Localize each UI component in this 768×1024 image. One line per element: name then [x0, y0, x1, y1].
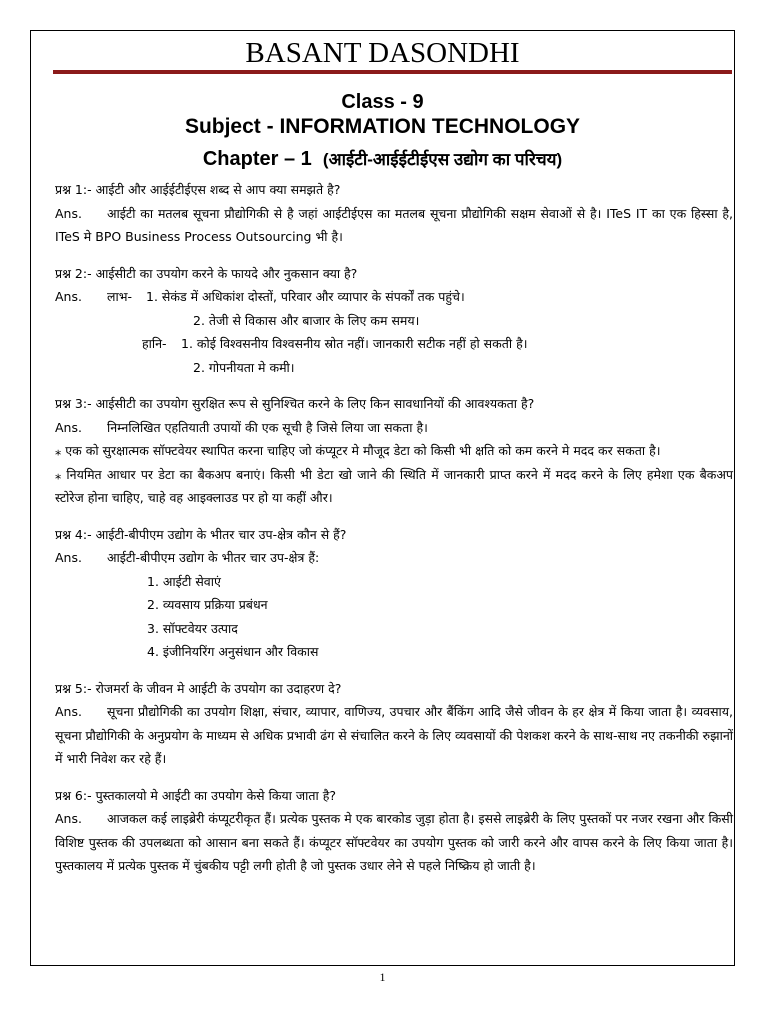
question-4: प्रश्न 4:- आईटी-बीपीएम उद्योग के भीतर चार उप-क्षेत्र कौन से हैं? [55, 526, 347, 542]
answer-6-text: आजकल कई लाइब्रेरी कंप्यूटरीकृत हैं। प्रत्येक पुस्तक मे एक बारकोड जुड़ा होता है। इससे लाइब्रेरी के लिए पुस्तकों पर नजर रखना और किसी विशिष्ट पुस्तक की उपलब्धता को आसान बना सकते हैं। कंप्यूटर सॉफ्टवेयर का उपयोग पुस्तक को जारी करने और वापस करने के लिए किया जाता है। पुस्तकालय में प्रत्येक पुस्तक में चुंबकीय पट्टी लगी होती है जो पुस्तक उधार लेने से पहले निष्क्रिय हो जाती है। [55, 811, 733, 873]
chapter-title [30, 146, 735, 173]
answer-3 [55, 416, 733, 440]
answer-label: Ans. [55, 205, 82, 221]
labh-item: 1. सेकंड में अधिकांश दोस्तों, परिवार और व्यापार के संपर्कों तक पहुंचे। [146, 289, 465, 304]
bullet-item: ⁎ नियमित आधार पर डेटा का बैकअप बनाएं। किसी भी डेटा खो जाने की स्थिति में जानकारी प्राप्त करने में मदद करने के लिए हमेशा एक बैकअप स्टोरेज होना चाहिए, चाहे वह आइक्लाउड पर हो या कहीं और। [55, 466, 733, 505]
bullet-icon: ⁎ [55, 466, 67, 482]
list-item: 2. व्यवसाय प्रक्रिया प्रबंधन [147, 597, 268, 612]
answer-label: Ans. [55, 550, 82, 565]
answer-6 [55, 807, 733, 878]
answer-label: Ans. [55, 811, 82, 826]
header-rule [53, 70, 732, 74]
list-item: 1. आईटी सेवाएं [147, 573, 221, 589]
answer-4-text: आईटी-बीपीएम उद्योग के भीतर चार उप-क्षेत्र हैं: [107, 550, 320, 565]
labh-item: 2. तेजी से विकास और बाजार के लिए कम समय। [193, 312, 420, 328]
qa-content [55, 178, 733, 878]
subject-title: Subject - INFORMATION TECHNOLOGY [184, 115, 581, 138]
author-name: BASANT DASONDHI [245, 37, 520, 69]
hani-item: 2. गोपनीयता मे कमी। [193, 359, 295, 375]
answer-1 [55, 202, 733, 249]
hani-item: 1. कोई विश्वसनीय विश्वसनीय स्रोत नहीं। जानकारी सटीक नहीं हो सकती है। [181, 336, 528, 351]
answer-4 [55, 546, 733, 570]
answer-5-text: सूचना प्रौद्योगिकी का उपयोग शिक्षा, संचार, व्यापार, वाणिज्य, उपचार और बैंकिंग आदि जैसे जीवन के हर क्षेत्र में किया जाता है। व्यवसाय, सूचना प्रौद्योगिकी के अनुप्रयोग के माध्यम से अधिक प्रभावी ढंग से संचालित करने के लिए व्यवसायों की पेशकश करने के साथ-साथ नए तकनीकी रुझानों में भारी निवेश कर रहे हैं। [55, 704, 733, 766]
answer-1-text: आईटी का मतलब सूचना प्रौद्योगिकी से है जहां आईटीईएस का मतलब सूचना प्रौद्योगिकी सक्षम सेवाओं से है। ITeS IT का एक हिस्सा है, ITeS मे BPO Business Process Outsourcing भी है। [55, 205, 733, 244]
answer-2-labh-2 [55, 309, 733, 333]
question-6: प्रश्न 6:- पुस्तकालयो मे आईटी का उपयोग केसे किया जाता है? [55, 787, 337, 803]
page-number: 1 [379, 970, 386, 984]
answer-2-hani-2 [55, 356, 733, 380]
class-title: Class - 9 [341, 91, 424, 113]
question-1: प्रश्न 1:- आईटी और आईईटीईएस शब्द से आप क्या समझते है? [55, 182, 341, 197]
answer-5 [55, 700, 733, 771]
list-item: 4. इंजीनियरिंग अनुसंधान और विकास [147, 644, 319, 659]
question-3: प्रश्न 3:- आईसीटी का उपयोग सुरक्षित रूप से सुनिश्चित करने के लिए किन सावधानियों की आवश्यकता है? [55, 396, 535, 411]
bullet-icon: ⁎ [55, 443, 66, 458]
answer-2-labh-1 [55, 285, 733, 309]
answer-2-hani-1 [55, 332, 733, 356]
question-2: प्रश्न 2:- आईसीटी का उपयोग करने के फायदे और नुकसान क्या है? [55, 265, 358, 281]
chapter-prefix: Chapter – 1 [202, 148, 312, 170]
answer-label: Ans. [55, 289, 82, 304]
answer-label: Ans. [55, 704, 82, 719]
question-5: प्रश्न 5:- रोजमर्रा के जीवन मे आईटी के उपयोग का उदाहरण दे? [55, 680, 342, 696]
answer-3-text: निम्नलिखित एहतियाती उपायों की एक सूची है जिसे लिया जा सकता है। [107, 419, 428, 435]
chapter-name: (आईटी-आईईटीईएस उद्योग का परिचय) [322, 150, 563, 169]
answer-label: Ans. [55, 419, 82, 435]
bullet-item: ⁎ एक को सुरक्षात्मक सॉफ्टवेयर स्थापित करना चाहिए जो कंप्यूटर मे मौजूद डेटा को किसी भी क्षति को कम करने मे मदद कर सकता है। [55, 443, 661, 458]
labh-label: लाभ- [107, 289, 133, 304]
list-item: 3. सॉफ्टवेयर उत्पाद [147, 620, 238, 636]
hani-label: हानि- [142, 336, 167, 351]
